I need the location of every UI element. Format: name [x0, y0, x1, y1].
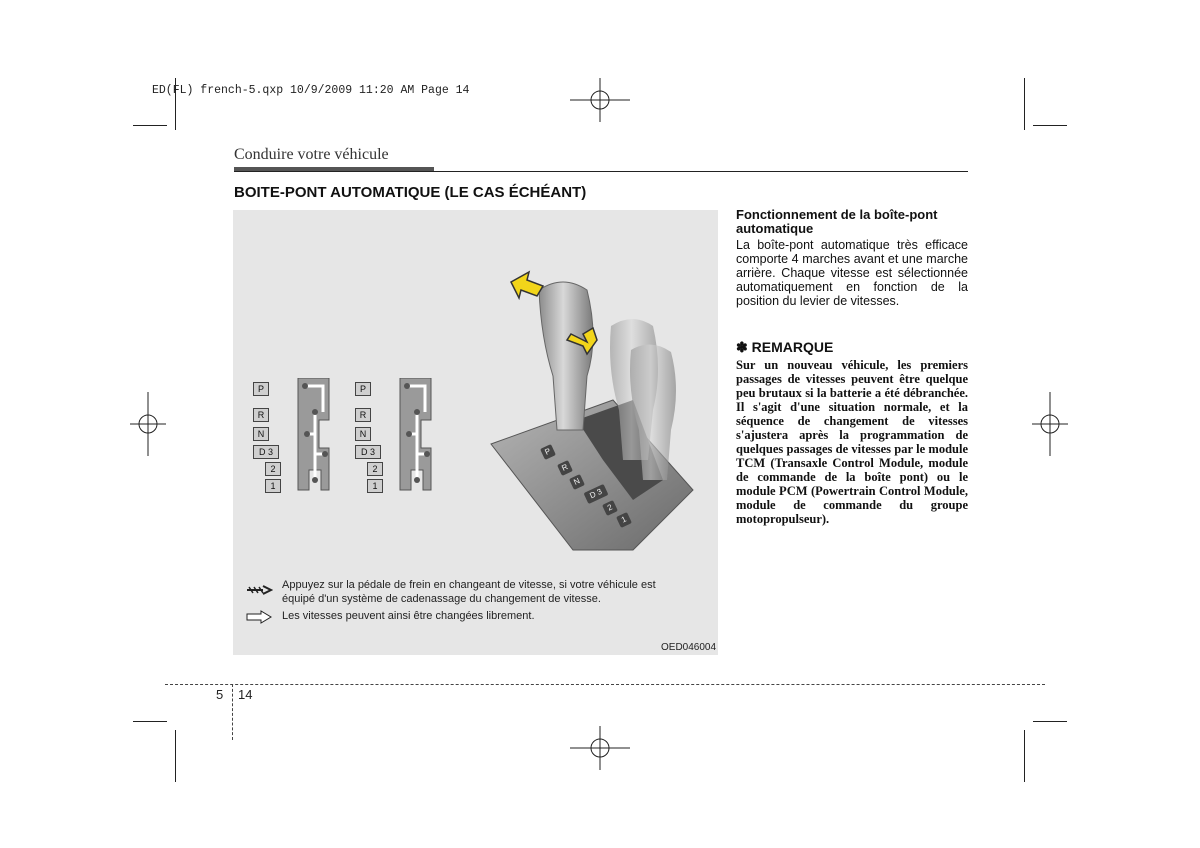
subsection-title-line-2: automatique: [736, 221, 814, 236]
remark-body: Sur un nouveau véhicule, les premiers passages de vitesses peuvent être quelque peu brutaux si la batterie a été débranchée. Il s'agit d'une situation normale, et la séquence de changement de vitesses s'ajustera après la programmation de quelques passages de vitesses par le module TCM (Transaxle Control Module, module de commande de la boîte pont) ou le module PCM (Powertrain Control Module, module de commande du groupe motopropulseur).: [736, 358, 968, 526]
gate-label-r: R: [355, 408, 371, 422]
gate-label-p: P: [355, 382, 371, 396]
gate-label-d3: D 3: [355, 445, 381, 459]
shift-lever-figure: [233, 210, 718, 655]
hatched-arrow-icon: [245, 584, 273, 596]
legend-line-1b: équipé d'un système de cadenassage du changement de vitesse.: [282, 593, 601, 605]
subsection-title-line-1: Fonctionnement de la boîte-pont: [736, 207, 938, 222]
crop-mark: [1033, 721, 1067, 722]
console-label-r: R: [557, 460, 573, 476]
section-title: Conduire votre véhicule: [234, 146, 389, 163]
console-label-n: N: [569, 474, 585, 490]
crop-mark: [1024, 78, 1025, 130]
gate-diagram-free: [355, 378, 455, 498]
print-slug: ED(FL) french-5.qxp 10/9/2009 11:20 AM Page 14: [152, 84, 470, 97]
figure-code: OED046004: [661, 642, 717, 653]
console-label-2: 2: [602, 500, 618, 516]
legend-line-1a: Appuyez sur la pédale de frein en changeant de vitesse, si votre véhicule est: [282, 579, 656, 591]
outline-arrow-icon: [245, 610, 273, 624]
footer-dashed-rule: [165, 684, 1045, 685]
registration-mark-left: [130, 392, 166, 456]
crop-mark: [133, 721, 167, 722]
gate-label-1: 1: [367, 479, 383, 493]
console-label-d3: D 3: [583, 484, 608, 504]
legend-line-2: Les vitesses peuvent ainsi être changées librement.: [282, 610, 535, 622]
subsection-title: [736, 208, 968, 236]
gate-label-n: N: [355, 427, 371, 441]
header-rule: [234, 171, 968, 172]
gate-label-1: 1: [265, 479, 281, 493]
gate-label-p: P: [253, 382, 269, 396]
subsection-body: La boîte-pont automatique très efficace comporte 4 marches avant et une marche arrière. Chaque vitesse est sélectionnée automatiquement en fonction de la position du levier de vitesses.: [736, 238, 968, 308]
registration-mark-right: [1032, 392, 1068, 456]
gate-label-2: 2: [265, 462, 281, 476]
console-label-1: 1: [616, 512, 632, 528]
gate-label-n: N: [253, 427, 269, 441]
remark-title: ✽ REMARQUE: [736, 339, 834, 355]
page-number: 14: [238, 687, 253, 702]
registration-mark-bottom: [570, 726, 630, 770]
chapter-number: 5: [216, 687, 224, 702]
gate-diagram-brake: [253, 378, 353, 498]
console-label-p: P: [540, 444, 556, 460]
gate-label-r: R: [253, 408, 269, 422]
crop-mark: [1024, 730, 1025, 782]
page-heading: BOITE-PONT AUTOMATIQUE (LE CAS ÉCHÉANT): [234, 184, 587, 201]
registration-mark-top: [570, 78, 630, 122]
shift-lever-illustration: [483, 260, 713, 560]
footer-dashed-divider: [232, 684, 233, 740]
gate-label-2: 2: [367, 462, 383, 476]
crop-mark: [1033, 125, 1067, 126]
crop-mark: [175, 730, 176, 782]
gate-label-d3: D 3: [253, 445, 279, 459]
crop-mark: [133, 125, 167, 126]
